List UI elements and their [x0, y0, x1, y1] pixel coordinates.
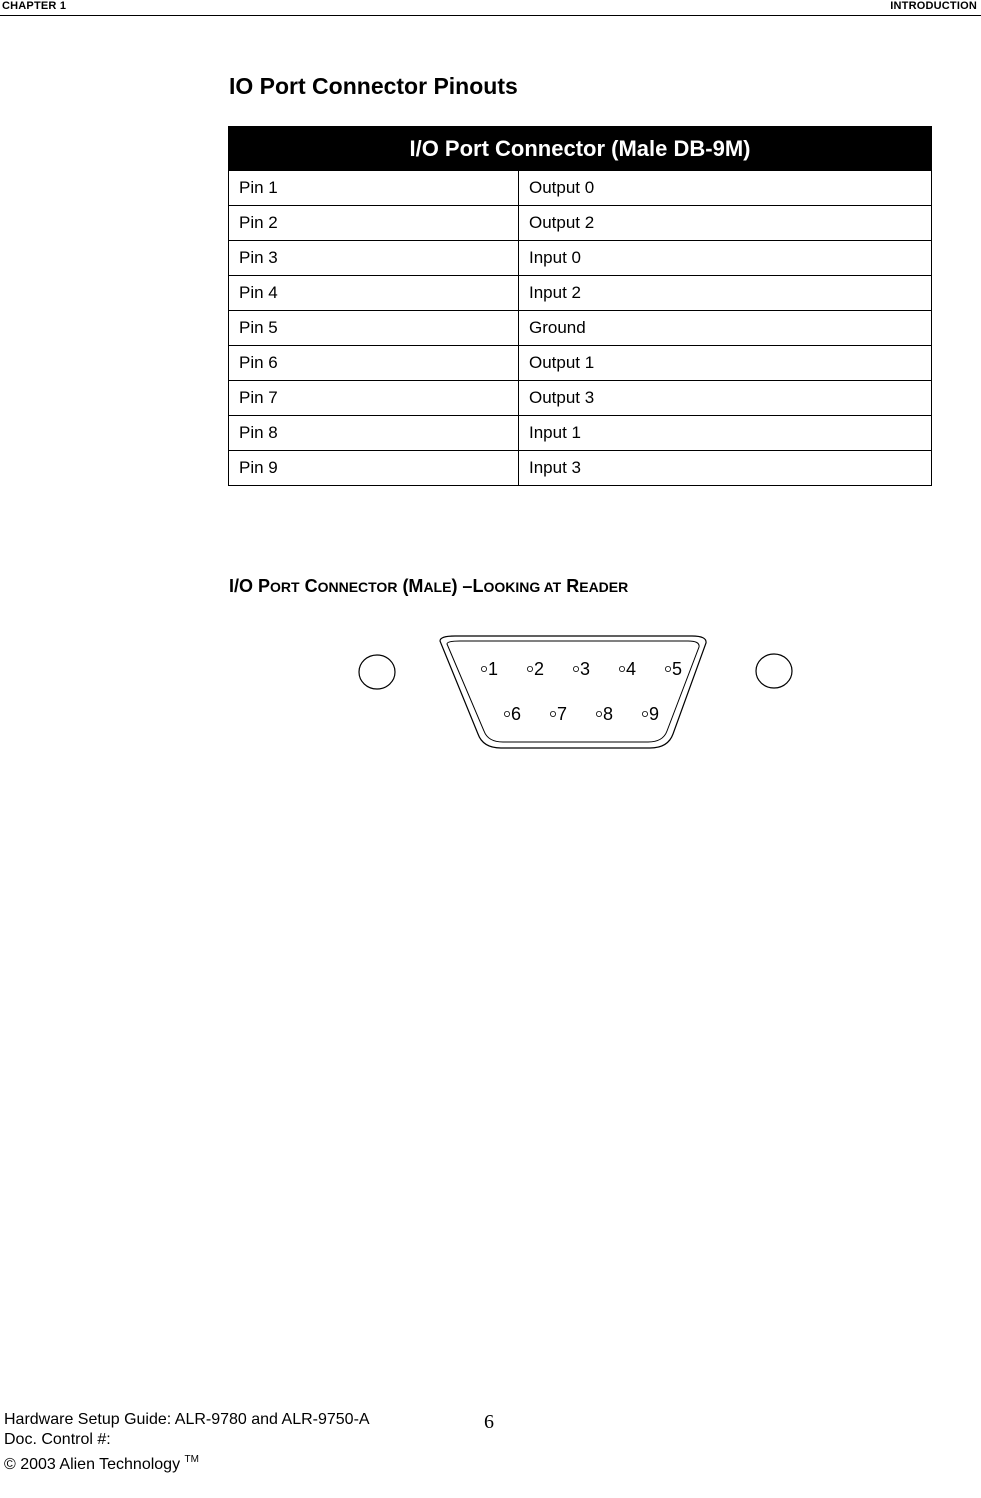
pin-cell: Pin 4 — [229, 276, 519, 311]
pin-cell: Pin 7 — [229, 381, 519, 416]
pin-label: 5 — [672, 659, 683, 679]
table-heading: I/O Port Connector (Male DB-9M) — [229, 127, 932, 171]
mounting-hole-right — [756, 654, 792, 688]
guide-title: Hardware Setup Guide: ALR-9780 and ALR-9750-A — [4, 1411, 370, 1428]
pin-cell: Pin 1 — [229, 171, 519, 206]
trademark: TM — [184, 1454, 199, 1465]
signal-cell: Ground — [519, 311, 932, 346]
pin-marker — [481, 666, 486, 671]
pin-marker — [619, 666, 624, 671]
table-row — [229, 381, 932, 416]
table-row — [229, 346, 932, 381]
signal-cell: Input 3 — [519, 451, 932, 486]
chapter-label: CHAPTER 1 — [2, 0, 67, 12]
pin-marker — [527, 666, 532, 671]
table-row — [229, 276, 932, 311]
pin-marker — [665, 666, 670, 671]
signal-cell: Output 0 — [519, 171, 932, 206]
pin-label: 8 — [603, 704, 614, 724]
pin-cell: Pin 9 — [229, 451, 519, 486]
db9-connector-diagram — [355, 630, 800, 755]
pin-label: 3 — [580, 659, 591, 679]
pin-marker — [642, 711, 647, 716]
signal-cell: Input 1 — [519, 416, 932, 451]
signal-cell: Input 0 — [519, 241, 932, 276]
signal-cell: Output 1 — [519, 346, 932, 381]
bottom-pin-row — [504, 704, 659, 724]
pinout-table — [228, 126, 932, 486]
pin-marker — [504, 711, 509, 716]
pin-marker — [573, 666, 578, 671]
header-rule — [0, 15, 981, 16]
pin-marker — [550, 711, 555, 716]
copyright-line — [4, 1450, 370, 1475]
pin-marker — [596, 711, 601, 716]
copyright: © 2003 Alien Technology — [4, 1456, 181, 1473]
connector-shell-outer — [440, 636, 706, 748]
page-number: 6 — [484, 1411, 494, 1433]
pin-label: 2 — [534, 659, 545, 679]
pin-label: 7 — [557, 704, 568, 724]
pin-label: 4 — [626, 659, 637, 679]
connector-shell-inner — [447, 641, 699, 742]
table-row — [229, 241, 932, 276]
pin-label: 6 — [511, 704, 522, 724]
pin-cell: Pin 2 — [229, 206, 519, 241]
pin-cell: Pin 6 — [229, 346, 519, 381]
figure-caption: I/O PORT CONNECTOR (MALE) –LOOKING AT READER — [229, 576, 629, 596]
mounting-hole-left — [359, 655, 395, 689]
top-pin-row — [481, 659, 682, 679]
table-row — [229, 416, 932, 451]
signal-cell: Output 3 — [519, 381, 932, 416]
signal-cell: Output 2 — [519, 206, 932, 241]
pin-label: 9 — [649, 704, 660, 724]
pin-cell: Pin 3 — [229, 241, 519, 276]
table-row — [229, 451, 932, 486]
pin-cell: Pin 8 — [229, 416, 519, 451]
section-label: INTRODUCTION — [890, 0, 977, 12]
footer-info — [4, 1410, 370, 1475]
doc-control: Doc. Control #: — [4, 1431, 111, 1448]
pin-label: 1 — [488, 659, 499, 679]
table-row — [229, 206, 932, 241]
pin-cell: Pin 5 — [229, 311, 519, 346]
table-row — [229, 311, 932, 346]
table-row — [229, 171, 932, 206]
page-title: IO Port Connector Pinouts — [229, 73, 518, 99]
signal-cell: Input 2 — [519, 276, 932, 311]
